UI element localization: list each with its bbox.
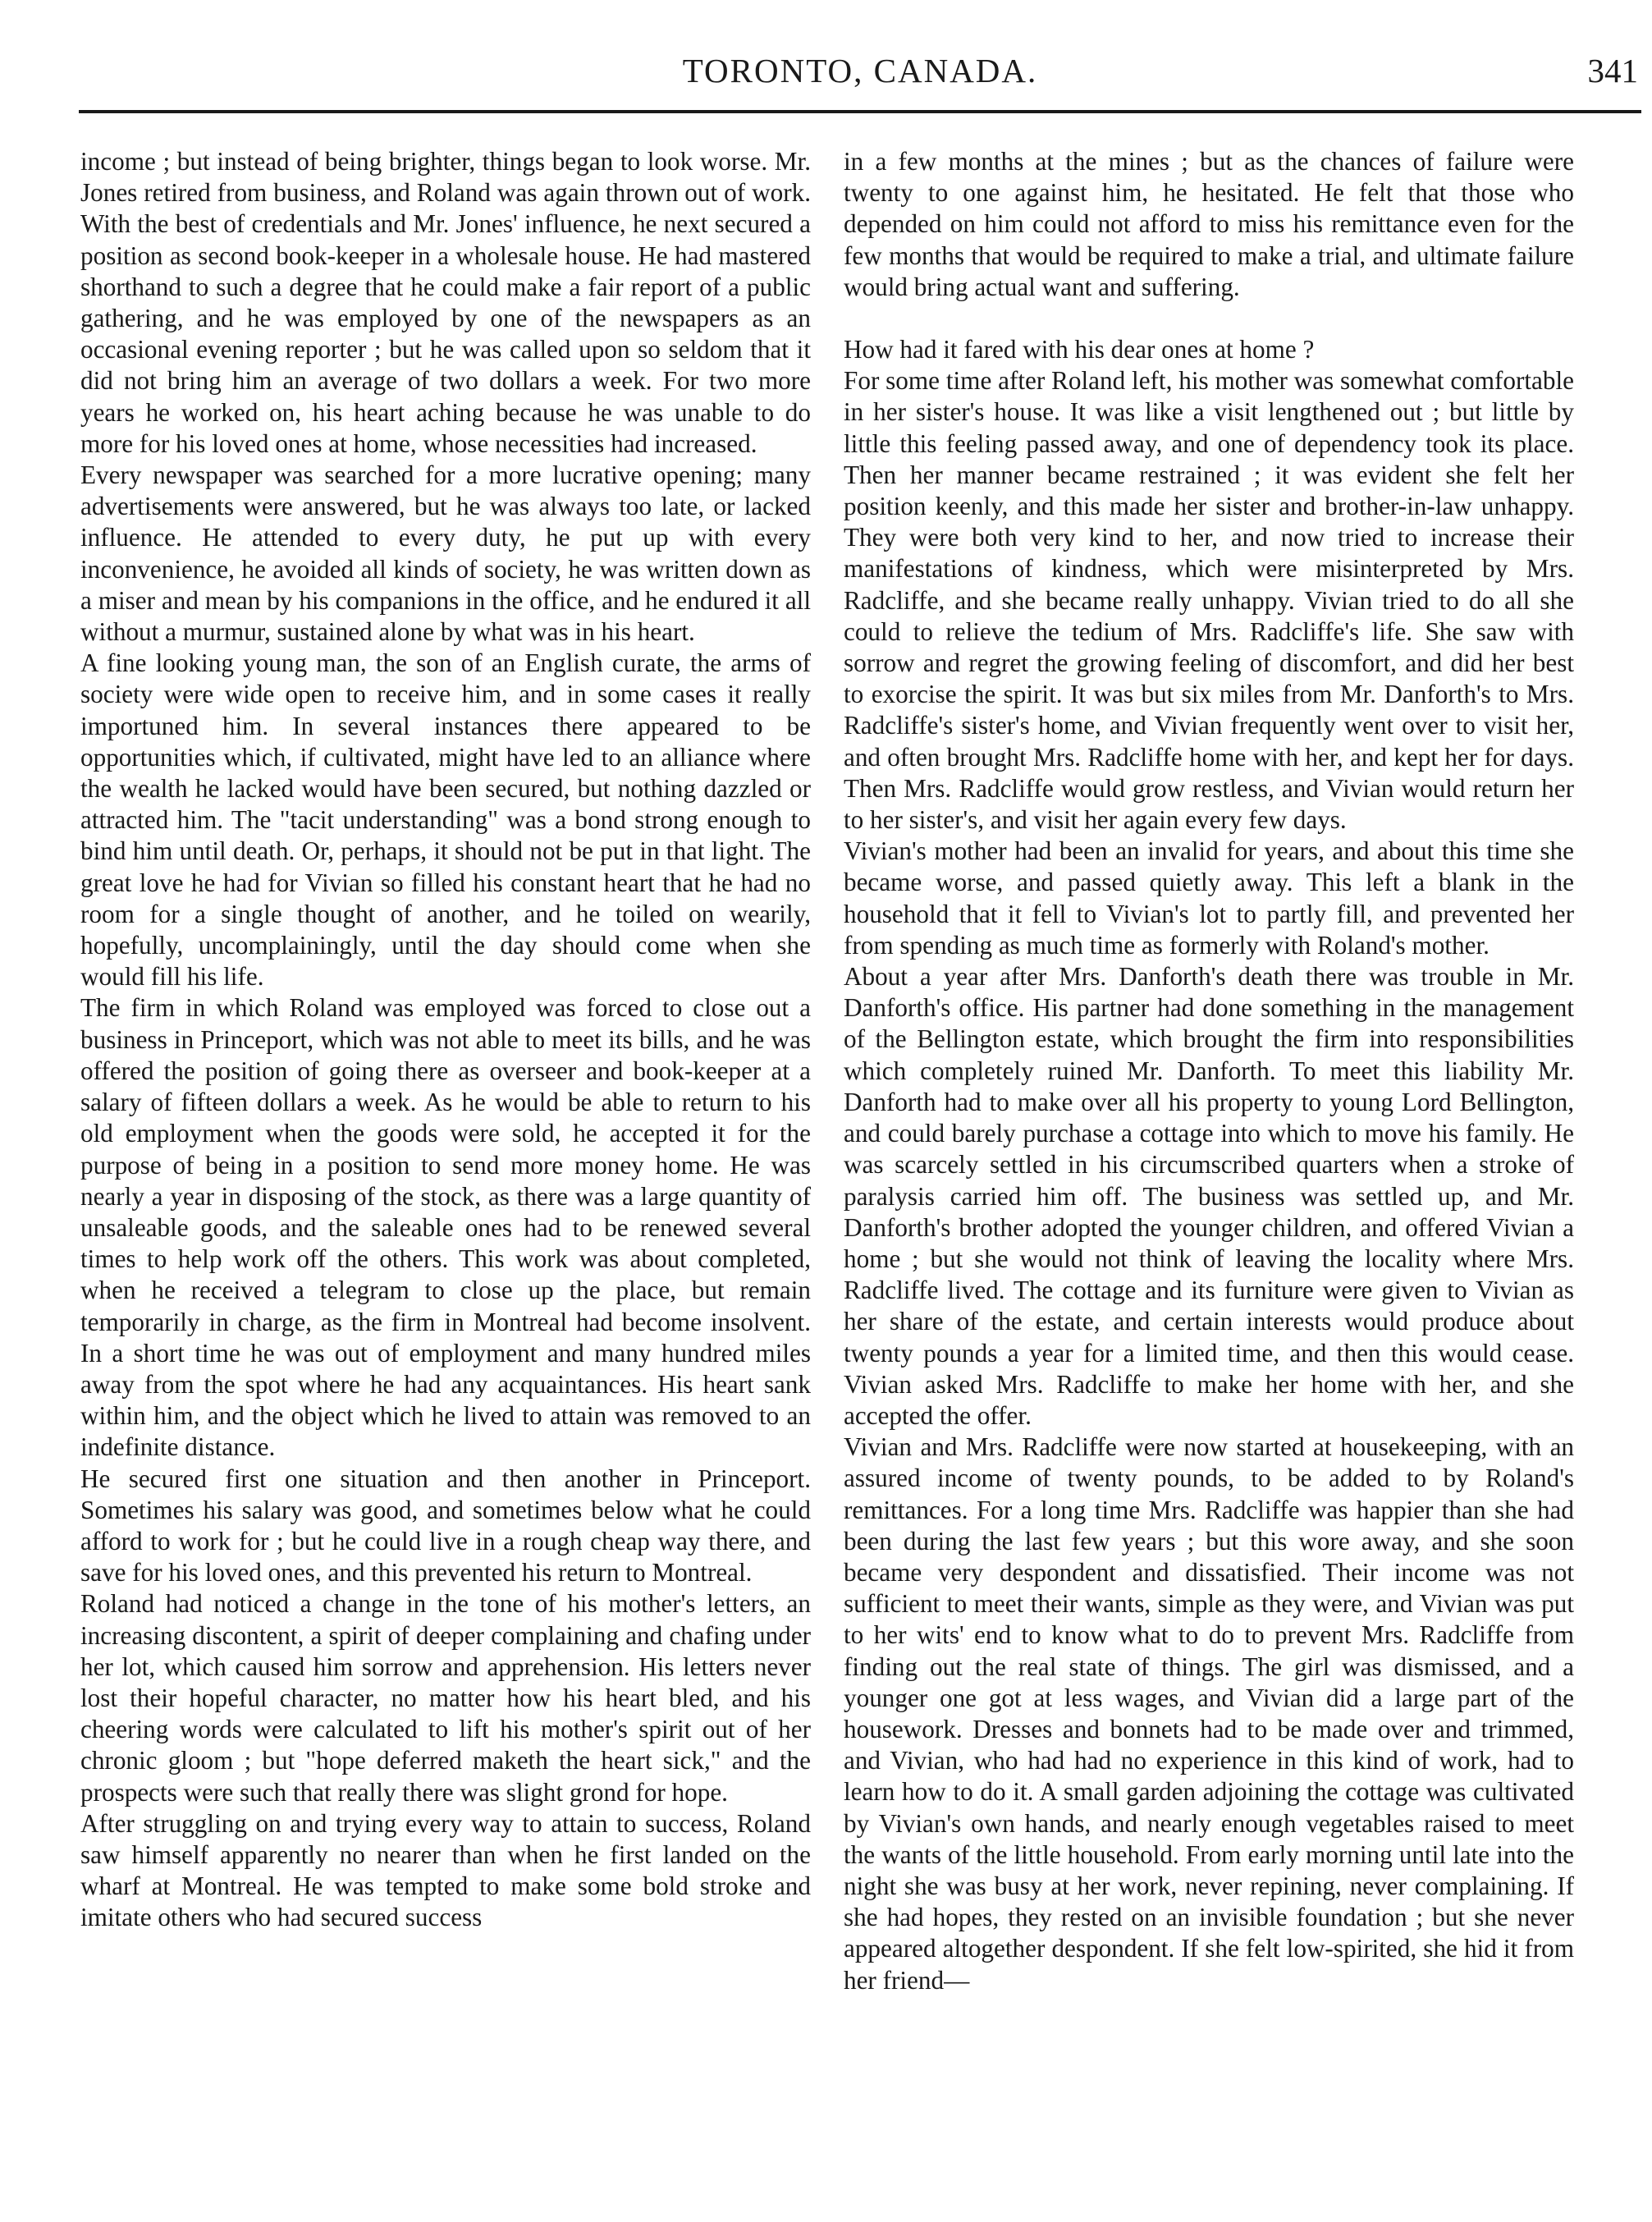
paragraph: After struggling on and trying every way to attain to success, Roland saw himself apparently no nearer than when he first landed on the wharf at Montreal. He was tempted to make some bold stroke and imitate others who had secured success xyxy=(80,1808,811,1932)
paragraph: A fine looking young man, the son of an English curate, the arms of society were wide open to receive him, and in some cases it really importuned him. In several instances there appeared to be opportunities which, if cultivated, might have led to an alliance where the wealth he lacked would have been secured, but nothing dazzled or attracted him. The "tacit understanding" was a bond strong enough to bind him until death. Or, perhaps, it should not be put in that light. The great love he had for Vivian so filled his constant heart that he had no room for a single thought of another, and he toiled on wearily, hopefully, uncomplainingly, until the day should come when she would fill his life. xyxy=(80,648,811,992)
paragraph: Every newspaper was searched for a more lucrative opening; many advertisements were answered, but he was always too late, or lacked influence. He attended to every duty, he put up with every inconvenience, he avoided all kinds of society, he was written down as a miser and mean by his companions in the office, and he endured it all without a murmur, sustained alone by what was in his heart. xyxy=(80,460,811,647)
paragraph: Vivian and Mrs. Radcliffe were now started at housekeeping, with an assured income of twenty pounds, to be added to by Roland's remittances. For a long time Mrs. Radcliffe was happier than she had been during the last few years ; but this wore away, and she soon became very despondent and dissatisfied. Their income was not sufficient to meet their wants, simple as they were, and Vivian was put to her wits' end to know what to do to prevent Mrs. Radcliffe from finding out the real state of things. The girl was dismissed, and a younger one got at less wages, and Vivian did a large part of the housework. Dresses and bonnets had to be made over and trimmed, and Vivian, who had had no experience in this kind of work, had to learn how to do it. A small garden adjoining the cottage was cultivated by Vivian's own hands, and nearly enough vegetables raised to meet the wants of the little household. From early morning until late into the night she was busy at her work, never repining, never complaining. If she had hopes, they rested on an invisible foundation ; but she never appeared altogether despondent. If she felt low-spirited, she hid it from her friend— xyxy=(844,1432,1574,1995)
paragraph: He secured first one situation and then another in Princeport. Sometimes his salary was good, and sometimes below what he could afford to work for ; but he could live in a rough cheap way there, and save for his loved ones, and this prevented his return to Montreal. xyxy=(80,1464,811,1587)
running-title: TORONTO, CANADA. xyxy=(682,52,1038,89)
paragraph: Vivian's mother had been an invalid for years, and about this time she became worse, and passed quietly away. This left a blank in the household that it fell to Vivian's lot to partly fill, and prevented her from spending as much time as formerly with Roland's mother. xyxy=(844,836,1574,960)
paragraph: The firm in which Roland was employed was forced to close out a business in Princeport, which was not able to meet its bills, and he was offered the position of going there as overseer and book-keeper at a salary of fifteen dollars a week. As he would be able to return to his old employment when the goods were sold, he accepted it for the purpose of being in a position to send more money home. He was nearly a year in disposing of the stock, as there was a large quantity of unsaleable goods, and the saleable ones had to be renewed several times to help work off the others. This work was about completed, when he received a telegram to close up the place, but remain temporarily in charge, as the firm in Montreal had become insolvent. In a short time he was out of employment and many hundred miles away from the spot where he had any acquaintances. His heart sank within him, and the object which he lived to attain was removed to an indefinite distance. xyxy=(80,993,811,1462)
left-column xyxy=(80,146,811,1934)
paragraph: in a few months at the mines ; but as the chances of failure were twenty to one against him, he hesitated. He felt that those who depended on him could not afford to miss his remittance even for the few months that would be required to make a trial, and ultimate failure would bring actual want and suffering. xyxy=(844,147,1574,301)
paragraph: Roland had noticed a change in the tone of his mother's letters, an increasing discontent, a spirit of deeper complaining and chafing under her lot, which caused him sorrow and apprehension. His letters never lost their hopeful character, no matter how his heart bled, and his cheering words were calculated to lift his mother's spirit out of her chronic gloom ; but "hope deferred maketh the heart sick," and the prospects were such that really there was slight grond for hope. xyxy=(80,1589,811,1807)
paragraph: income ; but instead of being brighter, things began to look worse. Mr. Jones retired from business, and Roland was again thrown out of work. With the best of credentials and Mr. Jones' influence, he next secured a position as second book-keeper in a wholesale house. He had mastered shorthand to such a degree that he could make a fair report of a public gathering, and he was employed by one of the newspapers as an occasional evening reporter ; but he was called upon so seldom that it did not bring him an average of two dollars a week. For two more years he worked on, his heart aching because he was unable to do more for his loved ones at home, whose necessities had increased. xyxy=(80,147,811,458)
paragraph: About a year after Mrs. Danforth's death there was trouble in Mr. Danforth's office. His partner had done something in the management of the Bellington estate, which brought the firm into responsibilities which completely ruined Mr. Danforth. To meet this liability Mr. Danforth had to make over all his property to young Lord Bellington, and could barely purchase a cottage into which to move his family. He was scarcely settled in his circumscribed quarters when a stroke of paralysis carried him off. The business was settled up, and Mr. Danforth's brother adopted the younger children, and offered Vivian a home ; but she would not think of leaving the locality where Mrs. Radcliffe lived. The cottage and its furniture were given to Vivian as her share of the estate, and certain interests would produce about twenty pounds a year for a limited time, and then this would cease. Vivian asked Mrs. Radcliffe to make her home with her, and she accepted the offer. xyxy=(844,962,1574,1430)
page-number: 341 xyxy=(1587,52,1638,89)
header-rule xyxy=(79,110,1641,113)
paragraph: For some time after Roland left, his mother was somewhat comfortable in her sister's house. It was like a visit lengthened out ; but little by little this feeling passed away, and one of dependency took its place. Then her manner became restrained ; it was evident she felt her position keenly, and this made her sister and brother-in-law unhappy. They were both very kind to her, and now tried to increase their manifestations of kindness, which were misinterpreted by Mrs. Radcliffe, and she became really unhappy. Vivian tried to do all she could to relieve the tedium of Mrs. Radcliffe's life. She saw with sorrow and regret the growing feeling of discomfort, and did her best to exorcise the spirit. It was but six miles from Mr. Danforth's to Mrs. Radcliffe's sister's home, and Vivian frequently went over to visit her, and often brought Mrs. Radcliffe home with her, and kept her for days. Then Mrs. Radcliffe would grow restless, and Vivian would return her to her sister's, and visit her again every few days. xyxy=(844,366,1574,835)
page-header xyxy=(79,51,1641,110)
right-column xyxy=(844,146,1574,1996)
section-question: How had it fared with his dear ones at home ? xyxy=(844,335,1315,364)
